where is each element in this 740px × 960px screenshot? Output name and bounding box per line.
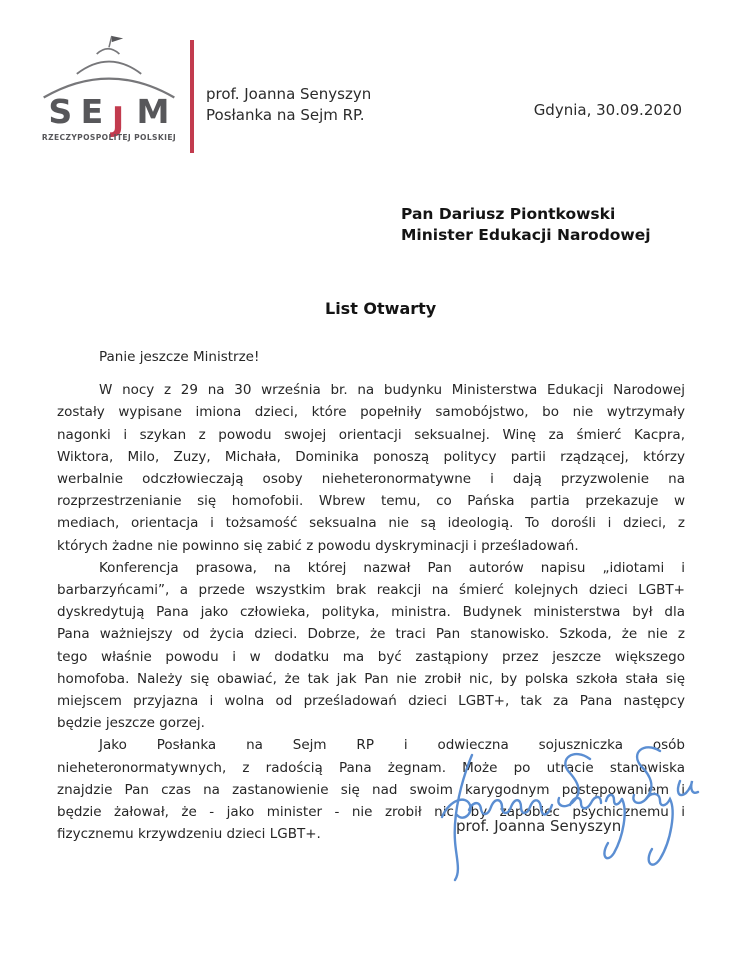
dateline: Gdynia, 30.09.2020 — [533, 101, 682, 119]
logo-letter-e: E — [80, 92, 104, 132]
paragraph-line: homofoba. Należy się obawiać, że tak jak Pan nie zrobił nic, by polska szkoła stała się — [57, 670, 685, 687]
sender-name: prof. Joanna Senyszyn — [206, 85, 372, 103]
paragraph — [57, 379, 685, 557]
paragraph-line: Jako Posłanka na Sejm RP i odwieczna sojuszniczka osób — [99, 737, 685, 754]
handwritten-signature-icon — [420, 743, 706, 885]
paragraph — [57, 557, 685, 735]
paragraph-line: barbarzyńcami”, a przede wszystkim brak reakcji na śmierć kolejnych dzieci LGBT+ — [57, 582, 685, 599]
paragraph-line: znajdzie Pan czas na zastanowienie się nad swoim karygodnym postępowaniem i — [57, 781, 685, 798]
letterhead-divider — [190, 40, 194, 153]
dome-cap-arc-icon — [97, 49, 120, 54]
salutation: Panie jeszcze Ministrze! — [99, 349, 260, 365]
paragraph-line: mediach, orientacja i tożsamość seksualna nie są ideologią. To dorośli i dzieci, z — [57, 515, 685, 532]
signature-block — [420, 743, 706, 885]
logo-subtitle: RZECZYPOSPOLITEJ POLSKIEJ — [41, 133, 177, 143]
logo-letter-m: M — [136, 92, 170, 132]
paragraph-line: Pana ważniejszy od życia dzieci. Dobrze, że traci Pan stanowisko. Szkoda, że nie z — [57, 626, 685, 643]
paragraph-line: miejscem przyjazna i wolna od prześladowań dzieci LGBT+, tak za Pana następcy — [57, 693, 685, 710]
sender-role: Posłanka na Sejm RP. — [206, 106, 365, 124]
paragraph-line: będzie jeszcze gorzej. — [57, 715, 205, 732]
typed-signature: prof. Joanna Senyszyn — [456, 817, 622, 835]
sender-block — [206, 84, 371, 126]
flag-pole-icon — [109, 36, 112, 47]
sejm-dome-icon — [38, 34, 180, 144]
paragraph-line: werbalnie odczłowieczają osoby nieheteronormatywne i dają przyzwolenie na — [57, 471, 685, 488]
recipient-name: Pan Dariusz Piontkowski — [401, 205, 616, 223]
paragraph-line: będzie żałował, że - jako minister - nie zrobił nic, by zapobiec psychicznemu i — [57, 804, 685, 821]
paragraph-line: W nocy z 29 na 30 września br. na budynku Ministerstwa Edukacji Narodowej — [99, 382, 685, 399]
paragraph-line: rozprzestrzenianie się homofobii. Wbrew temu, co Pańska partia przekazuje w — [57, 493, 685, 510]
logo-letter-j: J — [111, 99, 125, 139]
logo-letter-s: S — [48, 92, 73, 132]
flag-icon — [112, 36, 123, 42]
dome-inner-arc-icon — [77, 62, 141, 74]
letter-title: List Otwarty — [325, 299, 437, 318]
recipient-block — [401, 204, 651, 246]
paragraph-line: nieheteronormatywnych, z radością Pana żegnam. Może po utracie stanowiska — [57, 759, 685, 776]
recipient-title: Minister Edukacji Narodowej — [401, 226, 651, 244]
paragraph-line: nagonki i szykan z powodu swojej orientacji seksualnej. Winę za śmierć Kacpra, — [57, 426, 685, 443]
paragraph-line: zostały wypisane imiona dzieci, które popełniły samobójstwo, bo nie wytrzymały — [57, 404, 685, 421]
paragraph-line: fizycznemu krzywdzeniu dzieci LGBT+. — [57, 826, 321, 843]
paragraph-line: tego właśnie powodu i w dodatku ma być zastąpiony przez jeszcze większego — [57, 648, 685, 665]
paragraph-line: dyskredytują Pana jako człowieka, polityka, ministra. Budynek ministerstwa był dla — [57, 604, 685, 621]
paragraph-line: Konferencja prasowa, na której nazwał Pan autorów napisu „idiotami i — [99, 559, 685, 576]
paragraph-line: Wiktora, Milo, Zuzy, Michała, Dominika ponoszą politycy partii rządzącej, którzy — [57, 448, 685, 465]
paragraph-line: których żadne nie powinno się zabić z powodu dyskryminacji i prześladowań. — [57, 537, 579, 554]
sejm-logo — [38, 34, 180, 144]
